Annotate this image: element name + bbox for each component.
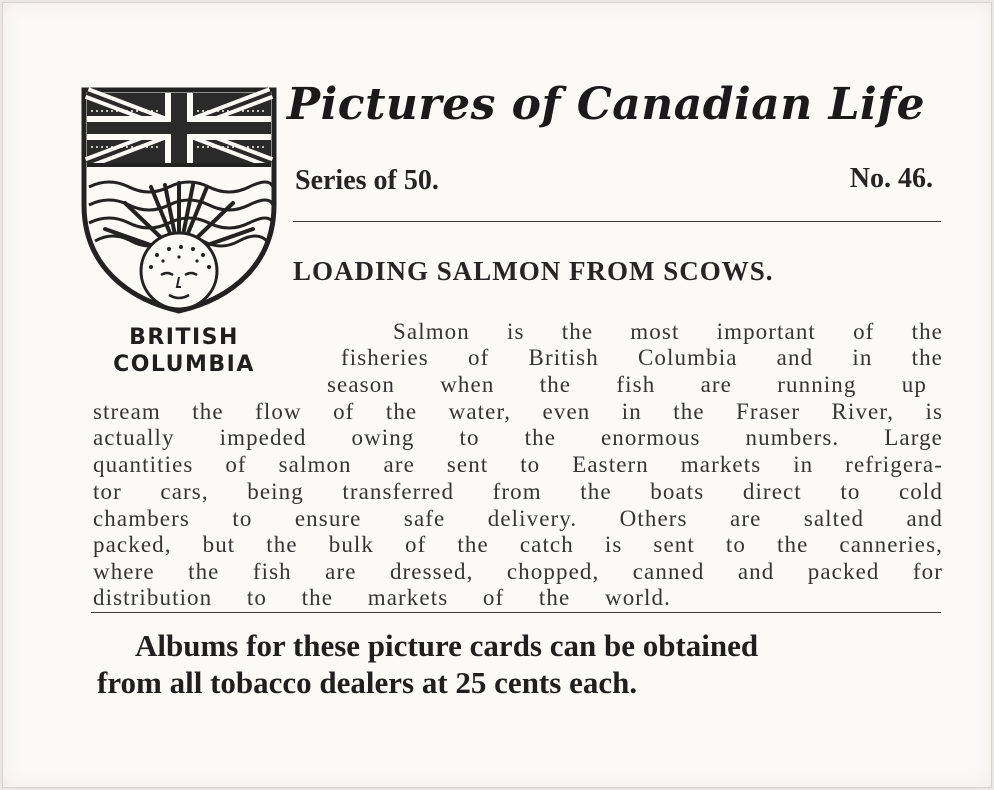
card-footer xyxy=(97,627,943,701)
footer-line-2: from all tobacco dealers at 25 cents each. xyxy=(97,665,638,700)
body-line: chambers to ensure safe delivery. Others are salted and xyxy=(93,506,943,531)
card-title: Pictures of Canadian Life xyxy=(287,79,926,130)
body-line: season when the fish are running up xyxy=(327,372,927,397)
body-line: stream the flow of the water, even in the Fraser River, is xyxy=(93,399,943,424)
card-heading: LOADING SALMON FROM SCOWS. xyxy=(293,256,774,286)
series-label: Series of 50. xyxy=(295,165,439,196)
footer-line-1: Albums for these picture cards can be obtained xyxy=(135,628,759,663)
province-line-2: COLUMBIA xyxy=(113,352,255,377)
body-line: Salmon is the most important of the xyxy=(393,319,943,344)
body-line: fisheries of British Columbia and in the xyxy=(341,345,943,370)
british-columbia-crest-icon xyxy=(81,87,277,315)
body-line: quantities of salmon are sent to Eastern markets in refrigera- xyxy=(93,452,943,477)
bottom-divider xyxy=(91,612,941,613)
body-line: distribution to the markets of the world. xyxy=(93,585,671,610)
province-name xyxy=(89,324,279,378)
body-line: where the fish are dressed, chopped, canned and packed for xyxy=(93,559,943,584)
body-line: actually impeded owing to the enormous numbers. Large xyxy=(93,425,943,450)
card-number: No. 46. xyxy=(849,163,933,194)
cigarette-card xyxy=(2,2,992,788)
body-line: packed, but the bulk of the catch is sent to the canneries, xyxy=(93,532,943,557)
body-line: tor cars, being transferred from the boats direct to cold xyxy=(93,479,943,504)
province-line-1: BRITISH xyxy=(129,325,239,350)
top-divider xyxy=(293,221,941,222)
